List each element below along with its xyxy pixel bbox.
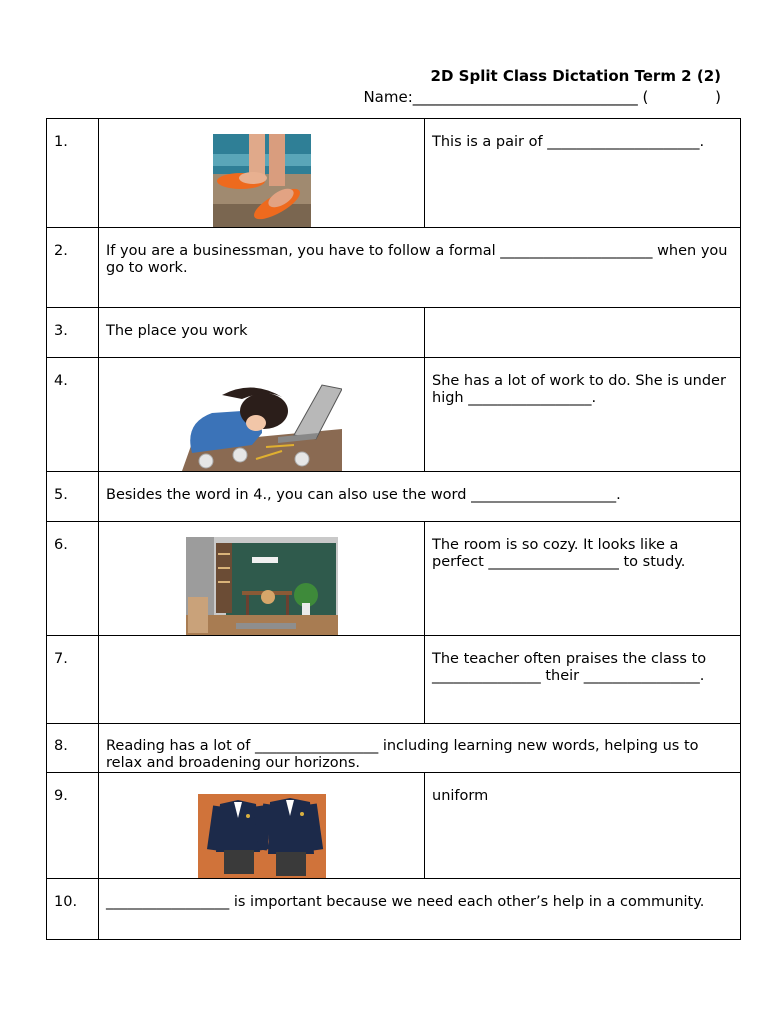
table-row <box>47 472 741 522</box>
row-number: 2. <box>47 228 99 308</box>
answer-cell <box>425 308 741 358</box>
row-number: 3. <box>47 308 99 358</box>
dictation-table <box>46 118 741 940</box>
image-cell <box>99 119 425 228</box>
table-row <box>47 636 741 724</box>
answer-cell: uniform <box>425 773 741 879</box>
row-number: 6. <box>47 522 99 636</box>
sentence-cell: Reading has a lot of _________________ including learning new words, helping us to relax and broadening our horizons. <box>99 724 741 773</box>
clue-cell <box>99 636 425 724</box>
table-row <box>47 228 741 308</box>
image-cell <box>99 773 425 879</box>
sentence-cell: This is a pair of _____________________. <box>425 119 741 228</box>
image-cell <box>99 522 425 636</box>
clue-cell: The place you work <box>99 308 425 358</box>
row-number: 9. <box>47 773 99 879</box>
table-row <box>47 724 741 773</box>
sentence-cell: Besides the word in 4., you can also use the word ____________________. <box>99 472 741 522</box>
name-line: Name:______________________________ ( ) <box>363 88 721 106</box>
image-cell <box>99 358 425 472</box>
school-uniforms-photo <box>198 794 326 878</box>
flip-flops-photo <box>213 134 311 227</box>
row-number: 5. <box>47 472 99 522</box>
sentence-cell: The teacher often praises the class to _______________ their ________________. <box>425 636 741 724</box>
table-row <box>47 358 741 472</box>
row-number: 10. <box>47 879 99 940</box>
row-number: 7. <box>47 636 99 724</box>
table-row <box>47 773 741 879</box>
cozy-study-room-photo <box>186 537 338 635</box>
row-number: 8. <box>47 724 99 773</box>
table-row <box>47 308 741 358</box>
table-row <box>47 119 741 228</box>
table-row <box>47 522 741 636</box>
sentence-cell: If you are a businessman, you have to follow a formal _____________________ when you go to work. <box>99 228 741 308</box>
worksheet-title: 2D Split Class Dictation Term 2 (2) <box>430 67 721 85</box>
stressed-woman-desk-illustration <box>182 383 342 471</box>
row-number: 4. <box>47 358 99 472</box>
row-number: 1. <box>47 119 99 228</box>
sentence-cell: She has a lot of work to do. She is under high _________________. <box>425 358 741 472</box>
sentence-cell: The room is so cozy. It looks like a perfect __________________ to study. <box>425 522 741 636</box>
sentence-cell: _________________ is important because we need each other’s help in a community. <box>99 879 741 940</box>
table-row <box>47 879 741 940</box>
